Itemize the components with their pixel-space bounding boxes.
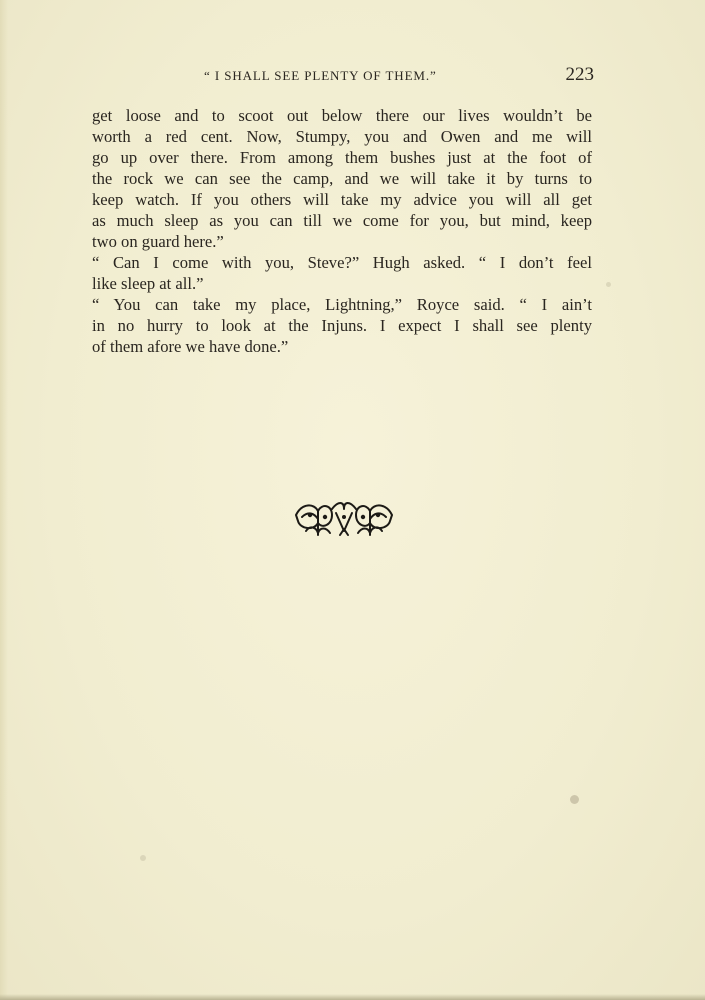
text-line: as much sleep as you can till we come for you, but mind, keep bbox=[92, 211, 592, 230]
text-line: two on guard here.” bbox=[92, 232, 224, 251]
page-number: 223 bbox=[565, 64, 594, 85]
text-line: “ You can take my place, Lightning,” Royce said. “ I ain’t bbox=[92, 295, 592, 314]
running-title: “ I SHALL SEE PLENTY OF THEM.” bbox=[204, 68, 437, 83]
text-line: “ Can I come with you, Steve?” Hugh asked. “ I don’t feel bbox=[92, 253, 592, 272]
text-line: like sleep at all.” bbox=[92, 274, 204, 293]
text-line: worth a red cent. Now, Stumpy, you and Owen and me will bbox=[92, 127, 592, 146]
page-gutter-shadow bbox=[0, 0, 8, 1000]
text-line: keep watch. If you others will take my advice you will all get bbox=[92, 190, 592, 209]
paper-speck bbox=[140, 855, 146, 861]
page-header bbox=[92, 64, 594, 88]
floral-tailpiece-icon bbox=[292, 495, 396, 541]
text-line: in no hurry to look at the Injuns. I expect I shall see plenty bbox=[92, 316, 592, 335]
text-line: the rock we can see the camp, and we will take it by turns to bbox=[92, 169, 592, 188]
paper-speck bbox=[606, 282, 611, 287]
paper-speck bbox=[570, 795, 579, 804]
text-line: of them afore we have done.” bbox=[92, 337, 289, 356]
page-bottom-edge bbox=[0, 994, 705, 1000]
text-line: go up over there. From among them bushes just at the foot of bbox=[92, 148, 592, 167]
text-line: get loose and to scoot out below there our lives wouldn’t be bbox=[92, 106, 592, 125]
body-text bbox=[92, 105, 592, 357]
